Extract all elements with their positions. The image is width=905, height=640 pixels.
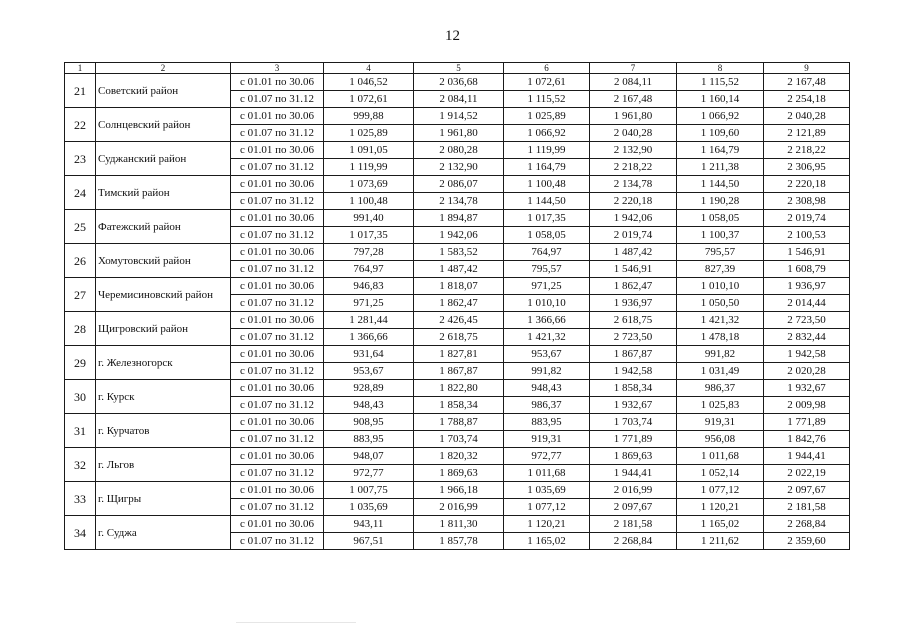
row-number: 30 xyxy=(65,380,96,414)
value-cell: 2 181,58 xyxy=(764,499,850,516)
header-cell: 5 xyxy=(414,63,504,74)
period-cell: с 01.07 по 31.12 xyxy=(231,465,324,482)
district-name: Советский район xyxy=(96,74,231,108)
value-cell: 2 220,18 xyxy=(764,176,850,193)
value-cell: 1 822,80 xyxy=(414,380,504,397)
value-cell: 1 164,79 xyxy=(504,159,590,176)
table-row xyxy=(65,176,850,193)
value-cell: 1 487,42 xyxy=(590,244,677,261)
value-cell: 1 017,35 xyxy=(324,227,414,244)
value-cell: 1 944,41 xyxy=(764,448,850,465)
table-row xyxy=(65,380,850,397)
value-cell: 1 052,14 xyxy=(677,465,764,482)
district-name: Суджанский район xyxy=(96,142,231,176)
value-cell: 1 035,69 xyxy=(504,482,590,499)
value-cell: 1 046,52 xyxy=(324,74,414,91)
value-cell: 2 009,98 xyxy=(764,397,850,414)
value-cell: 1 862,47 xyxy=(414,295,504,312)
row-number: 25 xyxy=(65,210,96,244)
period-cell: с 01.01 по 30.06 xyxy=(231,142,324,159)
period-cell: с 01.07 по 31.12 xyxy=(231,227,324,244)
value-cell: 908,95 xyxy=(324,414,414,431)
row-number: 26 xyxy=(65,244,96,278)
header-cell: 8 xyxy=(677,63,764,74)
value-cell: 2 618,75 xyxy=(414,329,504,346)
value-cell: 1 119,99 xyxy=(324,159,414,176)
header-cell: 9 xyxy=(764,63,850,74)
value-cell: 795,57 xyxy=(677,244,764,261)
table-row xyxy=(65,346,850,363)
value-cell: 1 281,44 xyxy=(324,312,414,329)
value-cell: 2 016,99 xyxy=(590,482,677,499)
period-cell: с 01.01 по 30.06 xyxy=(231,312,324,329)
value-cell: 2 080,28 xyxy=(414,142,504,159)
value-cell: 999,88 xyxy=(324,108,414,125)
value-cell: 1 115,52 xyxy=(504,91,590,108)
value-cell: 2 426,45 xyxy=(414,312,504,329)
value-cell: 1 160,14 xyxy=(677,91,764,108)
period-cell: с 01.07 по 31.12 xyxy=(231,295,324,312)
value-cell: 948,43 xyxy=(504,380,590,397)
value-cell: 1 944,41 xyxy=(590,465,677,482)
value-cell: 1 942,58 xyxy=(764,346,850,363)
row-number: 21 xyxy=(65,74,96,108)
value-cell: 967,51 xyxy=(324,533,414,550)
value-cell: 948,07 xyxy=(324,448,414,465)
column-number-row xyxy=(65,63,850,74)
value-cell: 971,25 xyxy=(504,278,590,295)
value-cell: 1 961,80 xyxy=(414,125,504,142)
value-cell: 2 040,28 xyxy=(764,108,850,125)
value-cell: 2 121,89 xyxy=(764,125,850,142)
value-cell: 956,08 xyxy=(677,431,764,448)
value-cell: 1 546,91 xyxy=(764,244,850,261)
period-cell: с 01.07 по 31.12 xyxy=(231,91,324,108)
header-cell: 2 xyxy=(96,63,231,74)
value-cell: 2 306,95 xyxy=(764,159,850,176)
value-cell: 971,25 xyxy=(324,295,414,312)
value-cell: 1 583,52 xyxy=(414,244,504,261)
value-cell: 919,31 xyxy=(677,414,764,431)
period-cell: с 01.01 по 30.06 xyxy=(231,448,324,465)
value-cell: 1 811,30 xyxy=(414,516,504,533)
value-cell: 1 031,49 xyxy=(677,363,764,380)
row-number: 31 xyxy=(65,414,96,448)
value-cell: 2 097,67 xyxy=(590,499,677,516)
district-name: г. Щигры xyxy=(96,482,231,516)
value-cell: 1 608,79 xyxy=(764,261,850,278)
value-cell: 2 254,18 xyxy=(764,91,850,108)
value-cell: 1 120,21 xyxy=(677,499,764,516)
value-cell: 2 723,50 xyxy=(590,329,677,346)
value-cell: 1 066,92 xyxy=(504,125,590,142)
value-cell: 764,97 xyxy=(324,261,414,278)
value-cell: 2 268,84 xyxy=(764,516,850,533)
table-row xyxy=(65,74,850,91)
district-name: Щигровский район xyxy=(96,312,231,346)
value-cell: 1 703,74 xyxy=(590,414,677,431)
value-cell: 1 862,47 xyxy=(590,278,677,295)
value-cell: 2 359,60 xyxy=(764,533,850,550)
value-cell: 2 022,19 xyxy=(764,465,850,482)
period-cell: с 01.01 по 30.06 xyxy=(231,380,324,397)
district-name: г. Суджа xyxy=(96,516,231,550)
value-cell: 2 134,78 xyxy=(590,176,677,193)
table-row xyxy=(65,142,850,159)
value-cell: 1 007,75 xyxy=(324,482,414,499)
value-cell: 1 011,68 xyxy=(677,448,764,465)
district-name: Солнцевский район xyxy=(96,108,231,142)
header-cell: 6 xyxy=(504,63,590,74)
value-cell: 2 167,48 xyxy=(590,91,677,108)
row-number: 29 xyxy=(65,346,96,380)
value-cell: 1 771,89 xyxy=(764,414,850,431)
period-cell: с 01.01 по 30.06 xyxy=(231,516,324,533)
value-cell: 2 218,22 xyxy=(764,142,850,159)
value-cell: 1 017,35 xyxy=(504,210,590,227)
value-cell: 1 077,12 xyxy=(677,482,764,499)
value-cell: 2 086,07 xyxy=(414,176,504,193)
value-cell: 1 546,91 xyxy=(590,261,677,278)
value-cell: 953,67 xyxy=(324,363,414,380)
value-cell: 919,31 xyxy=(504,431,590,448)
value-cell: 1 072,61 xyxy=(324,91,414,108)
value-cell: 1 942,58 xyxy=(590,363,677,380)
value-cell: 1 820,32 xyxy=(414,448,504,465)
period-cell: с 01.07 по 31.12 xyxy=(231,363,324,380)
value-cell: 795,57 xyxy=(504,261,590,278)
value-cell: 1 077,12 xyxy=(504,499,590,516)
period-cell: с 01.07 по 31.12 xyxy=(231,261,324,278)
value-cell: 1 867,87 xyxy=(590,346,677,363)
value-cell: 2 084,11 xyxy=(590,74,677,91)
value-cell: 883,95 xyxy=(324,431,414,448)
value-cell: 2 019,74 xyxy=(764,210,850,227)
value-cell: 1 120,21 xyxy=(504,516,590,533)
district-name: г. Льгов xyxy=(96,448,231,482)
value-cell: 1 144,50 xyxy=(677,176,764,193)
value-cell: 1 211,38 xyxy=(677,159,764,176)
value-cell: 1 058,05 xyxy=(677,210,764,227)
value-cell: 1 366,66 xyxy=(504,312,590,329)
value-cell: 1 144,50 xyxy=(504,193,590,210)
period-cell: с 01.07 по 31.12 xyxy=(231,193,324,210)
value-cell: 1 936,97 xyxy=(590,295,677,312)
header-cell: 4 xyxy=(324,63,414,74)
value-cell: 764,97 xyxy=(504,244,590,261)
district-name: г. Курчатов xyxy=(96,414,231,448)
value-cell: 1 932,67 xyxy=(764,380,850,397)
value-cell: 1 869,63 xyxy=(414,465,504,482)
period-cell: с 01.01 по 30.06 xyxy=(231,108,324,125)
value-cell: 2 097,67 xyxy=(764,482,850,499)
value-cell: 2 218,22 xyxy=(590,159,677,176)
value-cell: 1 703,74 xyxy=(414,431,504,448)
period-cell: с 01.01 по 30.06 xyxy=(231,346,324,363)
table-row xyxy=(65,482,850,499)
value-cell: 1 487,42 xyxy=(414,261,504,278)
row-number: 32 xyxy=(65,448,96,482)
district-name: Хомутовский район xyxy=(96,244,231,278)
value-cell: 1 011,68 xyxy=(504,465,590,482)
value-cell: 953,67 xyxy=(504,346,590,363)
value-cell: 1 165,02 xyxy=(677,516,764,533)
value-cell: 2 036,68 xyxy=(414,74,504,91)
row-number: 27 xyxy=(65,278,96,312)
row-number: 28 xyxy=(65,312,96,346)
value-cell: 986,37 xyxy=(677,380,764,397)
value-cell: 2 084,11 xyxy=(414,91,504,108)
value-cell: 1 932,67 xyxy=(590,397,677,414)
district-name: Черемисиновский район xyxy=(96,278,231,312)
row-number: 24 xyxy=(65,176,96,210)
value-cell: 2 181,58 xyxy=(590,516,677,533)
value-cell: 1 025,89 xyxy=(504,108,590,125)
value-cell: 1 190,28 xyxy=(677,193,764,210)
district-name: Тимский район xyxy=(96,176,231,210)
value-cell: 928,89 xyxy=(324,380,414,397)
value-cell: 2 132,90 xyxy=(590,142,677,159)
page-number: 12 xyxy=(445,28,460,44)
period-cell: с 01.01 по 30.06 xyxy=(231,74,324,91)
value-cell: 1 942,06 xyxy=(414,227,504,244)
row-number: 23 xyxy=(65,142,96,176)
table-row xyxy=(65,278,850,295)
value-cell: 1 025,89 xyxy=(324,125,414,142)
table-row xyxy=(65,108,850,125)
table-row xyxy=(65,210,850,227)
value-cell: 1 421,32 xyxy=(677,312,764,329)
value-cell: 991,82 xyxy=(504,363,590,380)
value-cell: 1 842,76 xyxy=(764,431,850,448)
district-name: Фатежский район xyxy=(96,210,231,244)
value-cell: 931,64 xyxy=(324,346,414,363)
period-cell: с 01.01 по 30.06 xyxy=(231,210,324,227)
value-cell: 1 366,66 xyxy=(324,329,414,346)
value-cell: 1 858,34 xyxy=(414,397,504,414)
header-cell: 7 xyxy=(590,63,677,74)
value-cell: 991,40 xyxy=(324,210,414,227)
value-cell: 2 100,53 xyxy=(764,227,850,244)
district-name: г. Курск xyxy=(96,380,231,414)
tariff-table xyxy=(64,62,850,550)
value-cell: 1 072,61 xyxy=(504,74,590,91)
period-cell: с 01.01 по 30.06 xyxy=(231,482,324,499)
value-cell: 1 010,10 xyxy=(504,295,590,312)
table-row xyxy=(65,312,850,329)
value-cell: 1 100,48 xyxy=(324,193,414,210)
value-cell: 1 119,99 xyxy=(504,142,590,159)
value-cell: 986,37 xyxy=(504,397,590,414)
table-row xyxy=(65,414,850,431)
period-cell: с 01.01 по 30.06 xyxy=(231,278,324,295)
period-cell: с 01.01 по 30.06 xyxy=(231,176,324,193)
value-cell: 1 827,81 xyxy=(414,346,504,363)
value-cell: 1 109,60 xyxy=(677,125,764,142)
value-cell: 1 035,69 xyxy=(324,499,414,516)
scan-artifact xyxy=(236,622,356,623)
value-cell: 2 020,28 xyxy=(764,363,850,380)
value-cell: 972,77 xyxy=(504,448,590,465)
value-cell: 1 771,89 xyxy=(590,431,677,448)
value-cell: 1 100,48 xyxy=(504,176,590,193)
value-cell: 1 788,87 xyxy=(414,414,504,431)
value-cell: 1 058,05 xyxy=(504,227,590,244)
value-cell: 1 966,18 xyxy=(414,482,504,499)
value-cell: 2 268,84 xyxy=(590,533,677,550)
value-cell: 1 164,79 xyxy=(677,142,764,159)
value-cell: 943,11 xyxy=(324,516,414,533)
value-cell: 1 073,69 xyxy=(324,176,414,193)
value-cell: 1 869,63 xyxy=(590,448,677,465)
value-cell: 1 165,02 xyxy=(504,533,590,550)
value-cell: 2 134,78 xyxy=(414,193,504,210)
period-cell: с 01.07 по 31.12 xyxy=(231,397,324,414)
value-cell: 1 942,06 xyxy=(590,210,677,227)
value-cell: 1 010,10 xyxy=(677,278,764,295)
value-cell: 827,39 xyxy=(677,261,764,278)
district-name: г. Железногорск xyxy=(96,346,231,380)
value-cell: 2 723,50 xyxy=(764,312,850,329)
period-cell: с 01.07 по 31.12 xyxy=(231,125,324,142)
value-cell: 946,83 xyxy=(324,278,414,295)
table-body xyxy=(65,63,850,550)
value-cell: 1 818,07 xyxy=(414,278,504,295)
value-cell: 1 894,87 xyxy=(414,210,504,227)
table-row xyxy=(65,516,850,533)
table-row xyxy=(65,244,850,261)
value-cell: 1 025,83 xyxy=(677,397,764,414)
value-cell: 1 858,34 xyxy=(590,380,677,397)
value-cell: 2 167,48 xyxy=(764,74,850,91)
value-cell: 1 478,18 xyxy=(677,329,764,346)
value-cell: 1 115,52 xyxy=(677,74,764,91)
row-number: 34 xyxy=(65,516,96,550)
value-cell: 1 936,97 xyxy=(764,278,850,295)
period-cell: с 01.07 по 31.12 xyxy=(231,499,324,516)
value-cell: 948,43 xyxy=(324,397,414,414)
row-number: 22 xyxy=(65,108,96,142)
value-cell: 2 016,99 xyxy=(414,499,504,516)
value-cell: 1 211,62 xyxy=(677,533,764,550)
table-row xyxy=(65,448,850,465)
value-cell: 1 867,87 xyxy=(414,363,504,380)
value-cell: 2 040,28 xyxy=(590,125,677,142)
header-cell: 1 xyxy=(65,63,96,74)
value-cell: 2 014,44 xyxy=(764,295,850,312)
value-cell: 2 220,18 xyxy=(590,193,677,210)
value-cell: 883,95 xyxy=(504,414,590,431)
period-cell: с 01.07 по 31.12 xyxy=(231,431,324,448)
value-cell: 2 019,74 xyxy=(590,227,677,244)
period-cell: с 01.07 по 31.12 xyxy=(231,159,324,176)
value-cell: 1 961,80 xyxy=(590,108,677,125)
value-cell: 2 132,90 xyxy=(414,159,504,176)
value-cell: 972,77 xyxy=(324,465,414,482)
value-cell: 1 421,32 xyxy=(504,329,590,346)
value-cell: 1 091,05 xyxy=(324,142,414,159)
value-cell: 2 308,98 xyxy=(764,193,850,210)
period-cell: с 01.07 по 31.12 xyxy=(231,533,324,550)
value-cell: 1 914,52 xyxy=(414,108,504,125)
header-cell: 3 xyxy=(231,63,324,74)
value-cell: 1 050,50 xyxy=(677,295,764,312)
value-cell: 1 066,92 xyxy=(677,108,764,125)
value-cell: 1 100,37 xyxy=(677,227,764,244)
period-cell: с 01.01 по 30.06 xyxy=(231,244,324,261)
row-number: 33 xyxy=(65,482,96,516)
value-cell: 2 618,75 xyxy=(590,312,677,329)
value-cell: 797,28 xyxy=(324,244,414,261)
period-cell: с 01.01 по 30.06 xyxy=(231,414,324,431)
period-cell: с 01.07 по 31.12 xyxy=(231,329,324,346)
value-cell: 991,82 xyxy=(677,346,764,363)
value-cell: 1 857,78 xyxy=(414,533,504,550)
value-cell: 2 832,44 xyxy=(764,329,850,346)
